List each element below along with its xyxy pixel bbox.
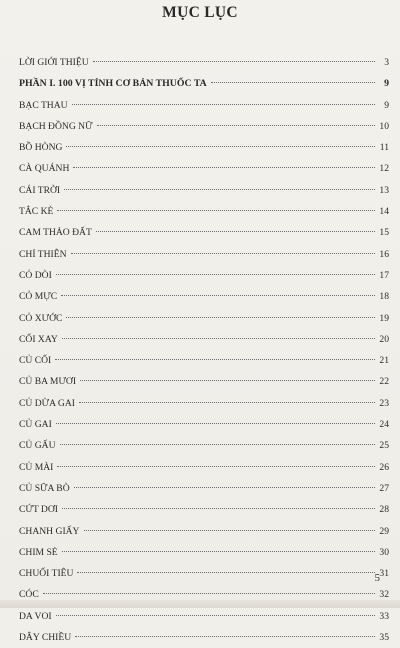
toc-entry-title: CỨT DƠI — [19, 504, 58, 516]
toc-entry — [19, 308, 389, 329]
dot-leader — [61, 295, 375, 296]
toc-entry — [19, 499, 389, 520]
dot-leader — [62, 551, 375, 552]
toc-entry — [19, 201, 389, 222]
toc-entry-title: CHANH GIẤY — [19, 525, 80, 537]
dot-leader — [211, 82, 375, 83]
toc-entry — [19, 180, 389, 201]
toc-entry-page: 31 — [379, 568, 389, 580]
toc-entry-title: CHUỐI TIÊU — [19, 568, 74, 580]
toc-entry-title: CỦ CỐI — [19, 355, 52, 367]
toc-entry-page: 11 — [379, 142, 389, 154]
toc-entry — [19, 73, 389, 94]
toc-entry — [19, 457, 389, 478]
page-number: 5 — [374, 572, 380, 584]
toc-entry-page: 24 — [379, 419, 389, 431]
toc-entry — [19, 435, 389, 456]
toc-entry — [19, 371, 389, 392]
toc-entry-page: 29 — [379, 525, 389, 537]
toc-entry-page: 18 — [379, 291, 389, 303]
dot-leader — [66, 146, 375, 147]
toc-entry — [19, 244, 389, 265]
dot-leader — [96, 231, 375, 232]
toc-entry-title: CAM THẢO ĐẤT — [19, 227, 92, 239]
dot-leader — [79, 402, 375, 403]
toc-entry-title: CHỈ THIÊN — [19, 248, 67, 260]
toc-entry — [19, 563, 389, 584]
toc-entry-page: 12 — [379, 163, 389, 175]
toc-entry — [19, 329, 389, 350]
toc-entry-page: 35 — [379, 632, 389, 644]
toc-entry-page: 22 — [379, 376, 389, 388]
toc-entry-title: BỒ HÒNG — [19, 142, 63, 154]
toc-entry-title: CỦ BA MƯƠI — [19, 376, 77, 388]
toc-entry-title: CỦ SỮA BÒ — [19, 482, 70, 494]
dot-leader — [43, 593, 375, 594]
dot-leader — [74, 487, 375, 488]
toc-entry-page: 21 — [379, 355, 389, 367]
dot-leader — [57, 210, 375, 211]
toc-entry-page: 14 — [379, 206, 389, 218]
toc-entry-page: 16 — [379, 248, 389, 260]
dot-leader — [72, 104, 375, 105]
toc-entry — [19, 116, 389, 137]
toc-entry — [19, 414, 389, 435]
page-title: MỤC LỤC — [162, 4, 238, 21]
toc-entry — [19, 137, 389, 158]
toc-entry — [19, 627, 389, 648]
dot-leader — [62, 338, 375, 339]
dot-leader — [56, 615, 375, 616]
toc-entry — [19, 158, 389, 179]
dot-leader — [55, 359, 375, 360]
toc-entry-title: CỎ DÒI — [19, 269, 52, 281]
toc-entry-title: CỎ XƯỚC — [19, 312, 63, 324]
toc-entry-page: 9 — [384, 78, 389, 90]
toc-entry — [19, 606, 389, 627]
dot-leader — [73, 167, 375, 168]
toc-entry — [19, 542, 389, 563]
toc-entry-page: 30 — [379, 546, 389, 558]
toc-entry-page: 17 — [379, 269, 389, 281]
dot-leader — [84, 530, 376, 531]
toc-entry-title: CÀ QUÁNH — [19, 163, 70, 175]
toc-entry-title: CỐI XAY — [19, 333, 58, 345]
toc-entry-title: CỦ GẤU — [19, 440, 56, 452]
toc-entry-page: 15 — [379, 227, 389, 239]
toc-entry — [19, 521, 389, 542]
dot-leader — [64, 189, 375, 190]
toc-entry — [19, 350, 389, 371]
toc-entry-title: TẮC KÈ — [19, 206, 54, 218]
toc-entry-page: 28 — [379, 504, 389, 516]
table-of-contents — [19, 52, 389, 648]
dot-leader — [80, 380, 375, 381]
toc-entry-title: DA VOI — [19, 610, 52, 622]
toc-entry — [19, 393, 389, 414]
toc-entry-page: 23 — [379, 397, 389, 409]
toc-entry — [19, 95, 389, 116]
dot-leader — [97, 125, 375, 126]
toc-entry — [19, 222, 389, 243]
toc-entry — [19, 265, 389, 286]
dot-leader — [56, 423, 375, 424]
dot-leader — [62, 508, 375, 509]
toc-entry-page: 25 — [379, 440, 389, 452]
toc-entry-title: CÓC — [19, 589, 39, 601]
toc-entry-page: 10 — [379, 120, 389, 132]
dot-leader — [57, 466, 375, 467]
toc-entry-page: 9 — [384, 99, 389, 111]
dot-leader — [66, 317, 375, 318]
toc-entry-title: BẠCH ĐỒNG NỮ — [19, 120, 93, 132]
toc-entry-title: CỦ MÀI — [19, 461, 54, 473]
toc-entry-title: LỜI GIỚI THIỆU — [19, 57, 89, 68]
toc-entry-title: PHẦN I. 100 VỊ TỈNH CƠ BẢN THUỐC TA — [19, 78, 207, 90]
toc-entry-page: 26 — [379, 461, 389, 473]
toc-entry-page: 19 — [379, 312, 389, 324]
dot-leader — [77, 572, 375, 573]
page-edge — [0, 600, 400, 608]
dot-leader — [93, 61, 375, 62]
toc-entry-title: CỦ GAI — [19, 419, 52, 431]
toc-entry-title: CỦ DỪA GAI — [19, 397, 75, 409]
toc-entry-page: 27 — [379, 482, 389, 494]
toc-entry-page: 3 — [384, 57, 389, 68]
toc-entry-title: BẠC THAU — [19, 99, 68, 111]
toc-entry-title: CỎ MỰC — [19, 291, 58, 303]
dot-leader — [60, 444, 375, 445]
toc-entry-page: 32 — [379, 589, 389, 601]
toc-entry-title: CHIM SẺ — [19, 546, 58, 558]
toc-entry-title: CÁI TRỜI — [19, 184, 61, 196]
dot-leader — [56, 274, 375, 275]
toc-entry — [19, 478, 389, 499]
dot-leader — [71, 253, 375, 254]
toc-entry-page: 33 — [379, 610, 389, 622]
dot-leader — [75, 636, 375, 637]
toc-entry-page: 13 — [379, 184, 389, 196]
toc-entry-page: 20 — [379, 333, 389, 345]
toc-entry — [19, 52, 389, 73]
toc-entry-title: DÂY CHIỀU — [19, 632, 72, 644]
toc-entry — [19, 286, 389, 307]
